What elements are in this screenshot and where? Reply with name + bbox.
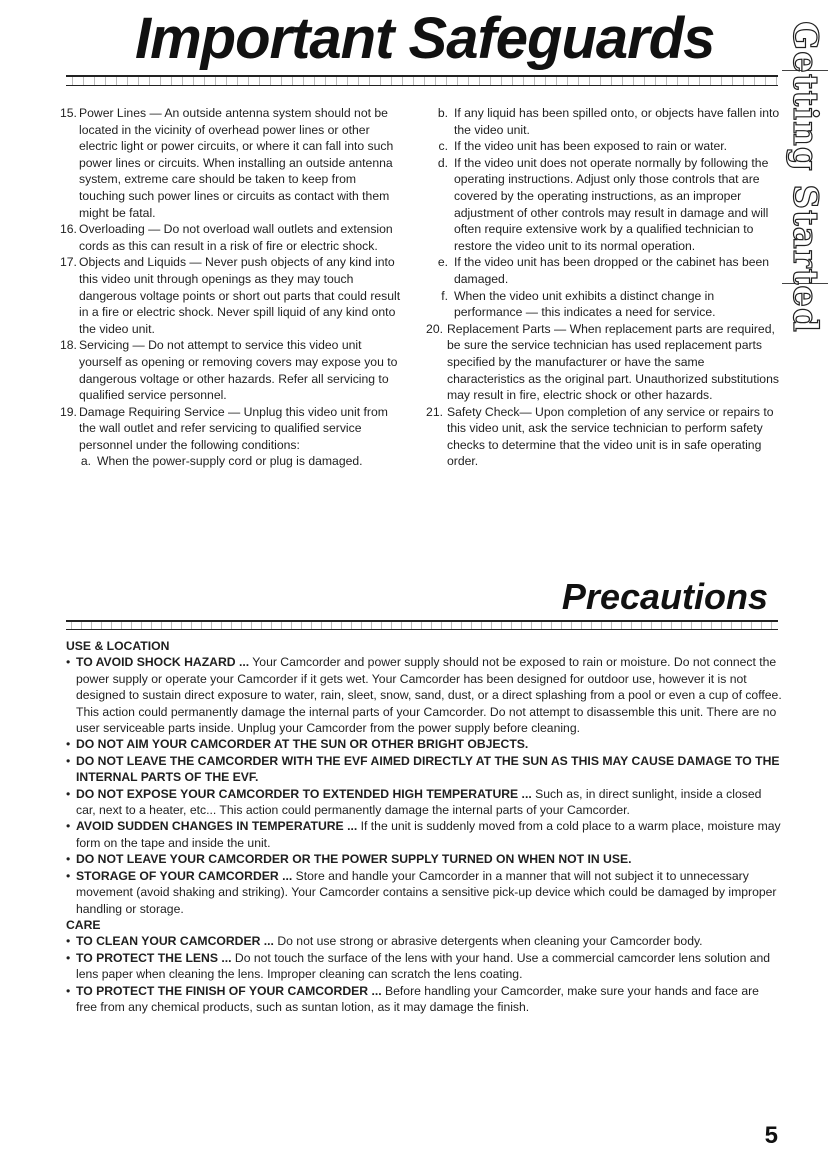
list-item: • TO CLEAN YOUR CAMCORDER ... Do not use strong or abrasive detergents when cleaning your Camcorder body. (66, 934, 703, 949)
safeguards-left-column (60, 105, 405, 470)
list-item: • STORAGE OF YOUR CAMCORDER ... Store and handle your Camcorder in a manner that will not subject it to unnecessary movement (avoid shaking and striking). Your Camcorder contains a sensitive pick-up device which could be damaged by improper handling or storage. (66, 868, 777, 916)
section-heading-care: CARE (66, 917, 101, 932)
precautions-title: Precautions (561, 576, 768, 617)
page-title: Important Safeguards (135, 6, 715, 71)
page-number: 5 (764, 1122, 778, 1149)
sub-item: f. When the video unit exhibits a distinct change in performance — this indicates a need for service. (441, 288, 716, 320)
list-item: 18. Servicing — Do not attempt to service this video unit yourself as opening or removing covers may expose you to dangerous voltage or other hazards. Refer all servicing to qualified service personnel. (60, 338, 398, 403)
list-item: • TO AVOID SHOCK HAZARD ... Your Camcorder and power supply should not be exposed to rain or moisture. Do not connect the power supply or operate your Camcorder if it gets wet. Your Camcorder has been designed for outdoor use, however it is not designed to sustain direct exposure to water, rain, sleet, snow, sand, dust, or a direct splashing from a pool or even a cup of coffee. This action could permanently damage the internal parts of your Camcorder. Do not attempt to disassemble this unit. There are no user serviceable parts inside. Unplug your Camcorder from the power supply before cleaning. (66, 655, 782, 736)
list-item: 20. Replacement Parts — When replacement parts are required, be sure the service technician has used replacement parts specified by the manufacturer or have the same characteristics as the original part. Unauthorized substitutions may result in fire, electric shock or other hazards. (426, 321, 779, 403)
list-item: 19. Damage Requiring Service — Unplug this video unit from the wall outlet and refer servicing to qualified service personnel under the following conditions: (60, 404, 388, 452)
list-item: 21. Safety Check— Upon completion of any service or repairs to this video unit, ask the service technician to perform safety checks to determine that the video unit is in safe operating order. (426, 404, 774, 469)
sub-item: c. If the video unit has been exposed to rain or water. (438, 139, 728, 154)
list-item: 16. Overloading — Do not overload wall outlets and extension cords as this can result in a risk of fire or electric shock. (60, 222, 393, 253)
list-item: 15. Power Lines — An outside antenna system should not be located in the vicinity of overhead power lines or other electric light or power circuits, or where it can fall into such power lines or circuits. When installing an outside antenna system, extreme care should be taken to keep from touching such power lines or circuits as contact with them might be fatal. (60, 106, 394, 220)
list-item: • DO NOT AIM YOUR CAMCORDER AT THE SUN OR OTHER BRIGHT OBJECTS. (66, 737, 529, 752)
precautions-body (66, 638, 782, 1015)
list-item: • DO NOT EXPOSE YOUR CAMCORDER TO EXTENDED HIGH TEMPERATURE ... Such as, in direct sunlight, inside a closed car, next to a heater, etc... This action could permanently damage the internal parts of your Camcorder. (66, 786, 762, 818)
title-rule (66, 75, 778, 86)
side-tab-label: Getting Started (785, 21, 826, 333)
sub-item: e. If the video unit has been dropped or the cabinet has been damaged. (437, 255, 770, 286)
list-item: • DO NOT LEAVE YOUR CAMCORDER OR THE POWER SUPPLY TURNED ON WHEN NOT IN USE. (66, 852, 632, 867)
list-item: • TO PROTECT THE LENS ... Do not touch the surface of the lens with your hand. Use a commercial camcorder lens solution and lens paper when cleaning the lens. Improper cleaning can scratch the lens coating. (66, 950, 771, 982)
list-item: • DO NOT LEAVE THE CAMCORDER WITH THE EVF AIMED DIRECTLY AT THE SUN AS THIS MAY CAUSE DAMAGE TO THE INTERNAL PARTS OF THE EVF. (66, 753, 780, 785)
list-item: • AVOID SUDDEN CHANGES IN TEMPERATURE ... If the unit is suddenly moved from a cold place to a warm place, moisture may form on the tape and inside the unit. (66, 819, 781, 850)
section-heading-use-location: USE & LOCATION (66, 639, 170, 653)
sub-item: b. If any liquid has been spilled onto, or objects have fallen into the video unit. (437, 106, 780, 137)
list-item: • TO PROTECT THE FINISH OF YOUR CAMCORDER ... Before handling your Camcorder, make sure your hands and face are free from any chemical products, such as suntan lotion, as it may damage the finish. (66, 983, 759, 1014)
safeguards-right-column (418, 105, 780, 470)
precautions-rule (66, 620, 778, 630)
list-item: 17. Objects and Liquids — Never push objects of any kind into this video unit through openings as they may touch dangerous voltage points or short out parts that could result in a fire or electric shock. Never spill liquid of any kind onto the video unit. (60, 255, 401, 336)
sub-item: a. When the power-supply cord or plug is damaged. (80, 454, 363, 469)
sub-item: d. If the video unit does not operate normally by following the operating instructions. Adjust only those controls that are covered by the operating instructions, as an improper adjustment of other controls may result in damage and will often require extensive work by a qualified technician to restore the video unit to its normal operation. (437, 155, 769, 253)
section-side-tab (782, 21, 828, 333)
